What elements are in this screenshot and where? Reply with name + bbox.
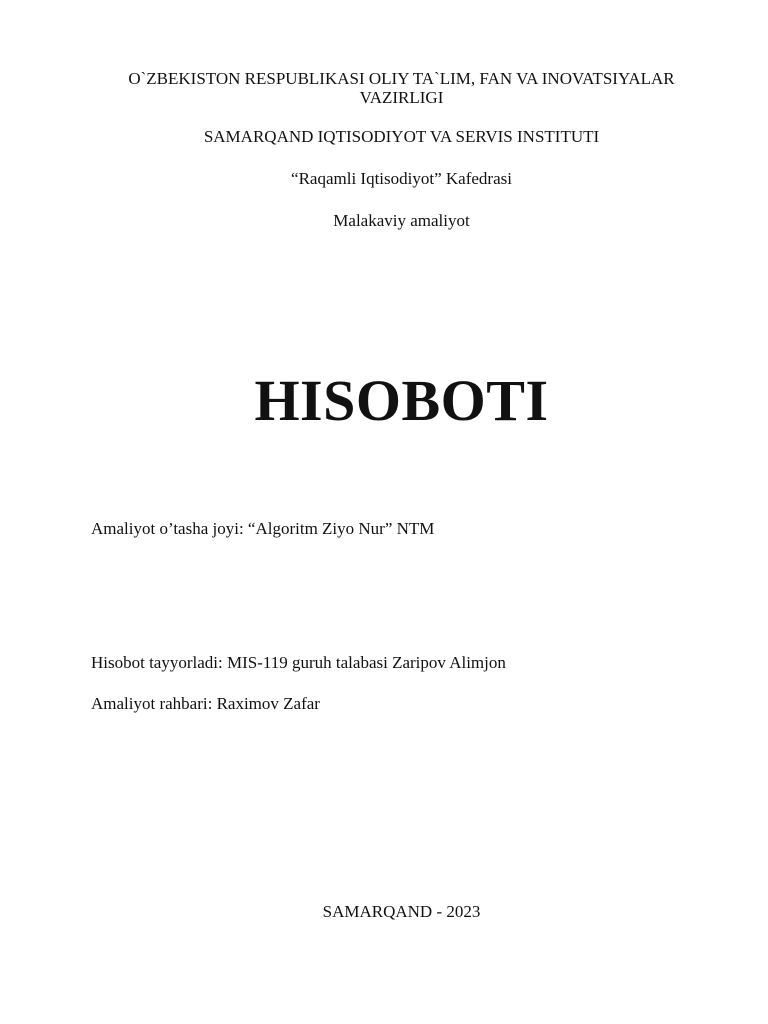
- institute-name: SAMARQAND IQTISODIYOT VA SERVIS INSTITUTI: [203, 127, 600, 146]
- document-title: HISOBOTI: [254, 368, 549, 433]
- prepared-by: Hisobot tayyorladi: MIS-119 guruh talabasi Zaripov Alimjon: [91, 653, 506, 672]
- city-year-footer: SAMARQAND - 2023: [322, 902, 481, 921]
- ministry-name: O`ZBEKISTON RESPUBLIKASI OLIY TA`LIM, FAN VA INOVATSIYALAR VAZIRLIGI: [128, 69, 675, 107]
- practice-type: Malakaviy amaliyot: [333, 211, 470, 230]
- practice-supervisor: Amaliyot rahbari: Raximov Zafar: [91, 694, 320, 713]
- practice-place: Amaliyot o’tasha joyi: “Algoritm Ziyo Nur” NTM: [91, 519, 435, 538]
- department-name: “Raqamli Iqtisodiyot” Kafedrasi: [291, 169, 512, 188]
